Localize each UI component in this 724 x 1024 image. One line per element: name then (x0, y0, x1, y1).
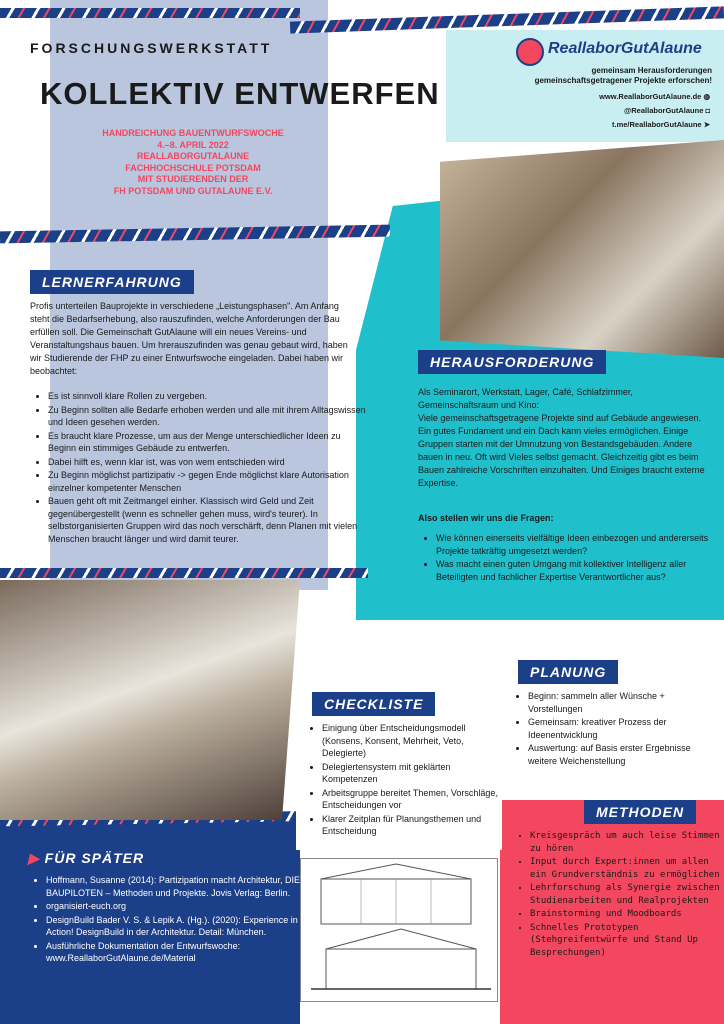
lernerfahrung-intro: Profis unterteilen Bauprojekte in verschiedene „Leistungsphasen". Am Anfang steht die Bedarfserhebung, also rauszufinden, welche Anforderungen der Bau erfüllen soll. Die Gemeinschaft GutAlaune will ein neues Vereins- und Veranstaltungshaus bauen. Um hrerauszufinden was genau gebaut wird, haben wir Studierende der FHP zu einer Entwurfswoche eingeladen. Dabei haben wir beobachtet: (30, 301, 348, 376)
subtitle-line: 4.–8. APRIL 2022 (157, 139, 229, 150)
planung-list (514, 690, 718, 768)
list-item: • Kreisgespräch um auch leise Stimmen zu hören (530, 830, 724, 855)
question-lead: Also stellen wir uns die Fragen: (418, 513, 554, 523)
subtitle-line: MIT STUDIERENDEN DER (137, 174, 249, 184)
subtitle-line: FACHHOCHSCHULE POTSDAM (125, 162, 261, 173)
subtitle-line: FH POTSDAM UND GUTALAUNE E.V. (113, 185, 273, 196)
list-item: • Input durch Expert:innen um allen ein Grundverständnis zu ermöglichen (530, 856, 724, 881)
list-item: • Was macht einen guten Umgang mit kollektiver Intelligenz aller Beteiligten und fachlicher Expertise Verantwortlicher aus? (436, 558, 720, 583)
tagline-line-1: gemeinsam Herausforderungen (591, 66, 712, 75)
list-item: • Zu Beginn sollten alle Bedarfe erhoben werden und alle mit ihrem Alltagswissen und Ideen gesehen werden. (48, 404, 368, 429)
list-item: • Ausführliche Dokumentation der Entwurfswoche: www.ReallaborGutAlaune.de/Material (46, 940, 304, 965)
list-item: • Arbeitsgruppe bereitet Themen, Vorschläge, Entscheidungen vor (322, 787, 508, 812)
subtitle-block (70, 128, 316, 197)
architecture-sketch (300, 858, 498, 1002)
link-instagram[interactable] (540, 104, 710, 118)
list-item: • DesignBuild Bader V. S. & Lepik A. (Hg.). (2020): Experience in Action! DesignBuild in der Architektur. Detail: München. (46, 914, 304, 939)
kicker: FORSCHUNGSWERKSTATT (30, 40, 273, 56)
checkliste-list (308, 722, 508, 839)
elevation-drawing (301, 859, 497, 1001)
list-item: • organisiert-euch.org (46, 900, 304, 913)
methoden-list (516, 830, 724, 960)
lernerfahrung-list (34, 390, 368, 546)
link-text: www.ReallaborGutAlaune.de (599, 92, 702, 101)
photo-architecture-model (0, 580, 300, 820)
brand-tagline (516, 66, 712, 86)
list-item: • Delegiertensystem mit geklärten Kompetenzen (322, 761, 508, 786)
heading-planung: PLANUNG (518, 660, 618, 684)
list-item: • Hoffmann, Susanne (2014): Partizipation macht Architektur, DIE BAUPILOTEN – Methoden und Projekte. Jovis Verlag: Berlin. (46, 874, 304, 899)
subtitle-line: HANDREICHUNG BAUENTWURFSWOCHE (102, 128, 284, 138)
list-item: • Beginn: sammeln aller Wünsche + Vorstellungen (528, 690, 718, 715)
page-title: KOLLEKTIV ENTWERFEN (40, 76, 440, 111)
heading-lernerfahrung: LERNERFAHRUNG (30, 270, 194, 294)
link-text: t.me/ReallaborGutAlaune (612, 120, 702, 129)
heading-text: FÜR SPÄTER (44, 850, 145, 866)
brand-name: ReallaborGutAlaune (548, 40, 702, 57)
list-item: • Einigung über Entscheidungsmodell (Konsens, Konsent, Mehrheit, Veto, Delegierte) (322, 722, 508, 760)
heading-herausforderung: HERAUSFORDERUNG (418, 350, 606, 374)
instagram-icon: ◘ (705, 106, 710, 115)
globe-icon: ◍ (703, 92, 710, 101)
questions-list (422, 532, 720, 584)
heading-fuer-spaeter (28, 850, 144, 867)
tagline-line-2: gemeinschaftsgetragener Projekte erforschen! (534, 76, 712, 85)
list-item: • Dabei hilft es, wenn klar ist, was von wem entschieden wird (48, 456, 368, 469)
brand-logo (516, 38, 544, 66)
list-item: • Bauen geht oft mit Zeitmangel einher. Klassisch wird Geld und Zeit gegenübergestellt (wenn es schneller gehen muss, wird's teurer). In selbstorganisierten Gruppen wird das noch verschärft, denn Planen mit vielen Menschen braucht länger und wird damit teurer. (48, 495, 368, 545)
list-item: • Auswertung: auf Basis erster Ergebnisse weitere Weichenstellung (528, 742, 718, 767)
telegram-icon: ➤ (703, 120, 710, 129)
link-website[interactable] (540, 90, 710, 104)
brand-links (540, 90, 710, 132)
subtitle-line: REALLABORGUTALAUNE (136, 151, 250, 161)
list-item: • Brainstorming und Moodboards (530, 908, 724, 921)
list-item: • Gemeinsam: kreativer Prozess der Ideenentwicklung (528, 716, 718, 741)
heading-methoden: METHODEN (584, 800, 696, 824)
list-item: • Lehrforschung als Synergie zwischen Studienarbeiten und Realprojekten (530, 882, 724, 907)
link-text: @ReallaborGutAlaune (623, 106, 704, 115)
list-item: • Es braucht klare Prozesse, um aus der Menge unterschiedlicher Ideen zu Beginn ein stimmiges Gebäude zu entwerfen. (48, 430, 368, 455)
list-item: • Schnelles Prototypen (Stehgreifentwürfe und Stand Up Besprechungen) (530, 922, 724, 960)
fuer-spaeter-list (32, 874, 304, 966)
heading-checkliste: CHECKLISTE (312, 692, 435, 716)
decorative-strip (0, 568, 368, 578)
herausforderung-text: Als Seminarort, Werkstatt, Lager, Café, Schlafzimmer, Gemeinschaftsraum und Kino: Viele gemeinschaftsgetragene Projekte sind auf Gebäude angewiesen. Ein gutes Fundament und ein Dach kann vieles ermöglichen. Einige Gruppen starten mit der Umnutzung von Bestandsgebäuden. Andere bauen in neu. Oft wird Vieles selbst gemacht. Gleichzeitig gibt es beim Bauen zahlreiche Vorschriften einzuhalten. Und Einiges braucht externe Expertise. (418, 387, 705, 488)
decorative-strip (0, 8, 300, 18)
link-telegram[interactable] (540, 118, 710, 132)
list-item: • Klarer Zeitplan für Planungsthemen und Entscheidung (322, 813, 508, 838)
photo-drawing-hands (440, 140, 724, 358)
list-item: • Zu Beginn möglichst partizipativ -> gegen Ende möglichst klare Autorisation einzelner kompetenter Menschen (48, 469, 368, 494)
arrow-icon: ▶ (28, 850, 40, 866)
list-item: • Wie können einerseits vielfältige Ideen einbezogen und andererseits Projekte tatkräftig umgesetzt werden? (436, 532, 720, 557)
list-item: • Es ist sinnvoll klare Rollen zu vergeben. (48, 390, 368, 403)
